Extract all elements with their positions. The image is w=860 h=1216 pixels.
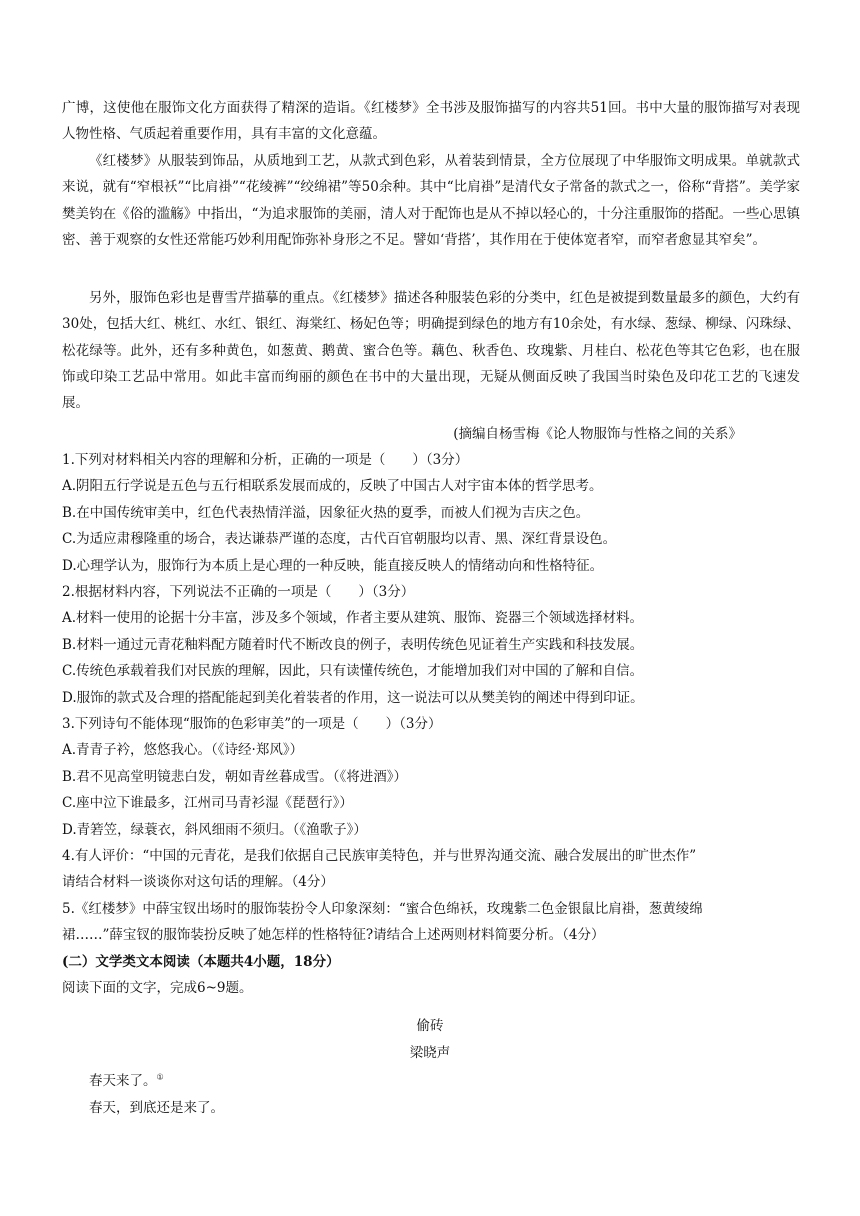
question-3-option-b: B.君不见高堂明镜悲白发，朝如青丝暮成雪。（《将进酒》） xyxy=(62,769,407,785)
question-4-stem: 4.有人评价：“中国的元青花，是我们依据自己民族审美特色，并与世界沟通交流、融合发展出的旷世杰作” xyxy=(62,848,697,864)
question-2-option-a: A.材料一使用的论据十分丰富，涉及多个领域，作者主要从建筑、服饰、瓷器三个领域选择材料。 xyxy=(62,610,644,626)
question-2-stem: 2.根据材料内容，下列说法不正确的一项是（ ）（3分） xyxy=(62,584,415,600)
passage-paragraph-1: 广博，这使他在服饰文化方面获得了精深的造诣。《红楼梦》全书涉及服饰描写的内容共51回。书中大量的服饰描写对表现人物性格、气质起着重要作用，具有丰富的文化意蕴。 xyxy=(62,100,800,143)
footnote-marker: ① xyxy=(156,1072,164,1082)
question-1-option-a: A.阴阳五行学说是五色与五行相联系发展而成的，反映了中国古人对宇宙本体的哲学思考。 xyxy=(62,478,603,494)
question-1-option-c: C.为适应肃穆隆重的场合，表达谦恭严谨的态度，古代百官朝服均以青、黑、深红背景设色。 xyxy=(62,531,617,547)
question-4-prompt: 请结合材料一谈谈你对这句话的理解。（4分） xyxy=(62,874,334,890)
section-2-instruction: 阅读下面的文字，完成6~9题。 xyxy=(62,980,253,996)
story-line-1 xyxy=(89,1068,789,1094)
question-3-stem: 3.下列诗句不能体现“服饰的色彩审美”的一项是（ ）（3分） xyxy=(62,716,442,732)
passage-paragraph-2: 《红楼梦》从服装到饰品，从质地到工艺，从款式到色彩，从着装到情景，全方位展现了中华服饰文明成果。单就款式来说，就有“窄根袄”“比肩褂”“花绫裤”“绞绵裙”等50余种。其中“比肩褂”是清代女子常备的款式之一，俗称“背搭”。美学家樊美钧在《俗的滥觞》中指出，“为追求服饰的美丽，清人对于配饰也是从不掉以轻心的，十分注重服饰的搭配。一些心思镇密、善于观察的女性还常能巧妙利用配饰弥补身形之不足。譬如‘背搭’，其作用在于使体宽者窄，而窄者愈显其窄矣”。 xyxy=(62,153,800,248)
question-3-option-c: C.座中泣下谁最多，江州司马青衫湿《琵琶行》） xyxy=(62,795,353,811)
question-3-option-d: D.青箬笠，绿蓑衣，斜风细雨不须归。（《渔歌子》） xyxy=(62,822,367,838)
story-author: 梁晓声 xyxy=(409,1045,451,1061)
question-2-option-b: B.材料一通过元青花釉料配方随着时代不断改良的例子，表明传统色见证着生产实践和科技发展。 xyxy=(62,637,644,653)
question-1-stem: 1.下列对材料相关内容的理解和分析，正确的一项是（ ）（3分） xyxy=(62,452,469,468)
story-line-2: 春天，到底还是来了。 xyxy=(89,1100,224,1116)
question-2-option-c: C.传统色承载着我们对民族的理解，因此，只有读懂传统色，才能增加我们对中国的了解和自信。 xyxy=(62,663,644,679)
story-title: 偷砖 xyxy=(416,1018,444,1034)
question-3-option-a: A.青青子衿，悠悠我心。（《诗经·郑风》） xyxy=(62,742,304,758)
story-line-1-text: 春天来了。 xyxy=(89,1073,157,1089)
question-1-option-d: D.心理学认为，服饰行为本质上是心理的一种反映，能直接反映人的情绪动向和性格特征。 xyxy=(62,558,604,574)
question-1-option-b: B.在中国传统审美中，红色代表热情洋溢，因象征火热的夏季，而被人们视为吉庆之色。 xyxy=(62,505,590,521)
passage-paragraph-3: 另外，服饰色彩也是曹雪芹描摹的重点。《红楼梦》描述各种服装色彩的分类中，红色是被提到数量最多的颜色，大约有30处，包括大红、桃红、水红、银红、海棠红、杨妃色等；明确提到绿色的地方有10余处，有水绿、葱绿、柳绿、闪珠绿、松花绿等。此外，还有多种黄色，如葱黄、鹅黄、蜜合色等。藕色、秋香色、玫瑰紫、月桂白、松花色等其它色彩，也在服饰或印染工艺品中常用。如此丰富而绚丽的颜色在书中的大量出现，无疑从侧面反映了我国当时染色及印花工艺的飞速发展。 xyxy=(62,290,800,412)
passage-source: (摘编自杨雪梅《论人物服饰与性格之间的关系》 xyxy=(453,426,742,442)
question-2-option-d: D.服饰的款式及合理的搭配能起到美化着装者的作用，这一说法可以从樊美钧的阐述中得到印证。 xyxy=(62,690,644,706)
question-5-stem: 5.《红楼梦》中薛宝钗出场时的服饰装扮令人印象深刻：“蜜合色绵袄，玫瑰紫二色金银鼠比肩褂，葱黄绫绵 xyxy=(62,901,703,917)
question-5-prompt: 裙……”薛宝钗的服饰装扮反映了她怎样的性格特征?请结合上述两则材料简要分析。（4分） xyxy=(62,927,605,943)
section-2-heading: (二）文学类文本阅读（本题共4小题，18分） xyxy=(62,954,340,970)
